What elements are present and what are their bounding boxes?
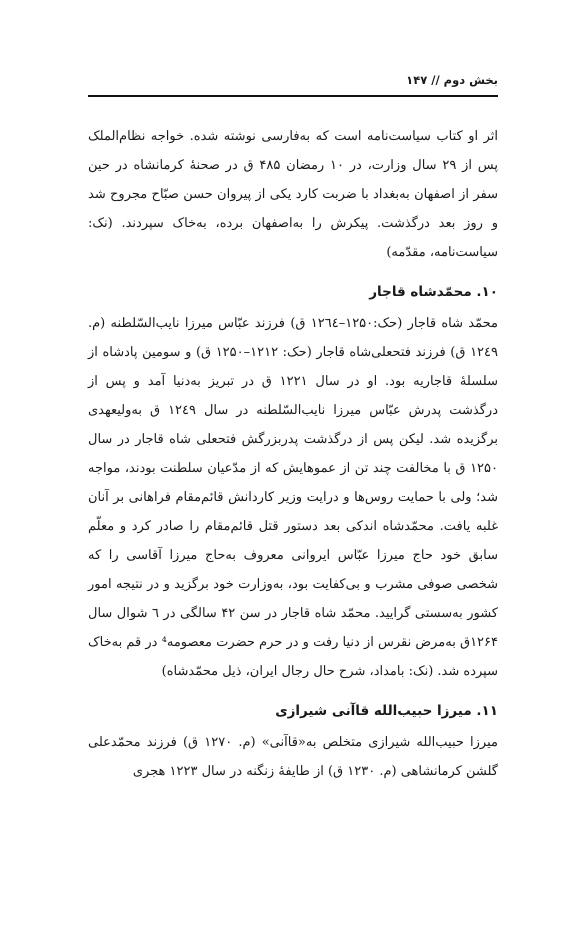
paragraph-mohammad-shah: محمّد شاه قاجار (حک:۱۲۵۰–۱۲٦٤ ق) فرزند عبّاس میرزا نایب‌السّلطنه (م. ۱۲٤۹ ق) فرزند فتحعلی‌شاه قاجار (حک: ۱۲۱۲–۱۲۵۰ ق) و سومین پادشاه از سلسلهٔ قاجاریه بود. او در سال ۱۲۲۱ ق در تبریز به‌دنیا آمد و پس از درگذشت پدرش عبّاس میرزا نایب‌السّلطنه در سال ۱۲٤۹ ق به‌ولیعهدی برگزیده شد. لیکن پس از درگذشت پدربزرگش فتحعلی شاه قاجار در سال ۱۲۵۰ ق با مخالفت چند تن از عموهایش که از مدّعیان سلطنت بودند، مواجه شد؛ ولی با حمایت روس‌ها و درایت وزیر کاردانش قائم‌مقام فراهانی بر آنان غلبه یافت. محمّدشاه اندکی بعد دستور قتل قائم‌مقام را صادر کرد و معلّم سابق خود حاج میرزا عبّاس ایروانی معروف به‌حاج میرزا آقاسی را که شخصی صوفی مشرب و بی‌کفایت بود، به‌وزارت خود برگزید و در نتیجه امور کشور به‌سستی گرایید. محمّد شاه قاجار در سن ۴۲ سالگی در ٦ شوال سال ۱۲۶۴ق به‌مرض نقرس از دنیا رفت و در حرم حضرت معصومه⁴ در قم به‌خاک سپرده شد. (نک: بامداد، شرح حال رجال ایران، ذیل محمّدشاه) (88, 316, 499, 679)
heading-qaani: ۱۱. میرزا حبیب‌الله قاآنی شیرازی (275, 703, 498, 719)
header-rule (88, 95, 498, 97)
body-text (88, 122, 498, 786)
running-head: بخش دوم // ۱۴۷ (406, 73, 498, 87)
paragraph-nizam-al-mulk: اثر او کتاب سیاست‌نامه است که به‌فارسی نوشته شده. خواجه نظام‌الملک پس از ۲۹ سال وزارت، در ۱۰ رمضان ۴۸۵ ق در صحنهٔ کرمانشاه در حین سفر از اصفهان به‌بغداد با ضربت کارد یکی از پیروان حسن صبّاح مجروح شد و روز بعد درگذشت. پیکرش را به‌اصفهان برده، به‌خاک سپردند. (نک: سیاست‌نامه، مقدّمه) (88, 129, 498, 260)
paragraph-qaani: میرزا حبیب‌الله شیرازی متخلص به«قاآنی» (م. ۱۲۷۰ ق) فرزند محمّدعلی گلشن کرمانشاهی (م. ۱۲۳۰ ق) از طایفهٔ زنگنه در سال ۱۲۲۳ هجری (88, 735, 498, 779)
page-header (88, 70, 498, 94)
heading-mohammad-shah: ۱۰. محمّدشاه قاجار (369, 284, 498, 300)
